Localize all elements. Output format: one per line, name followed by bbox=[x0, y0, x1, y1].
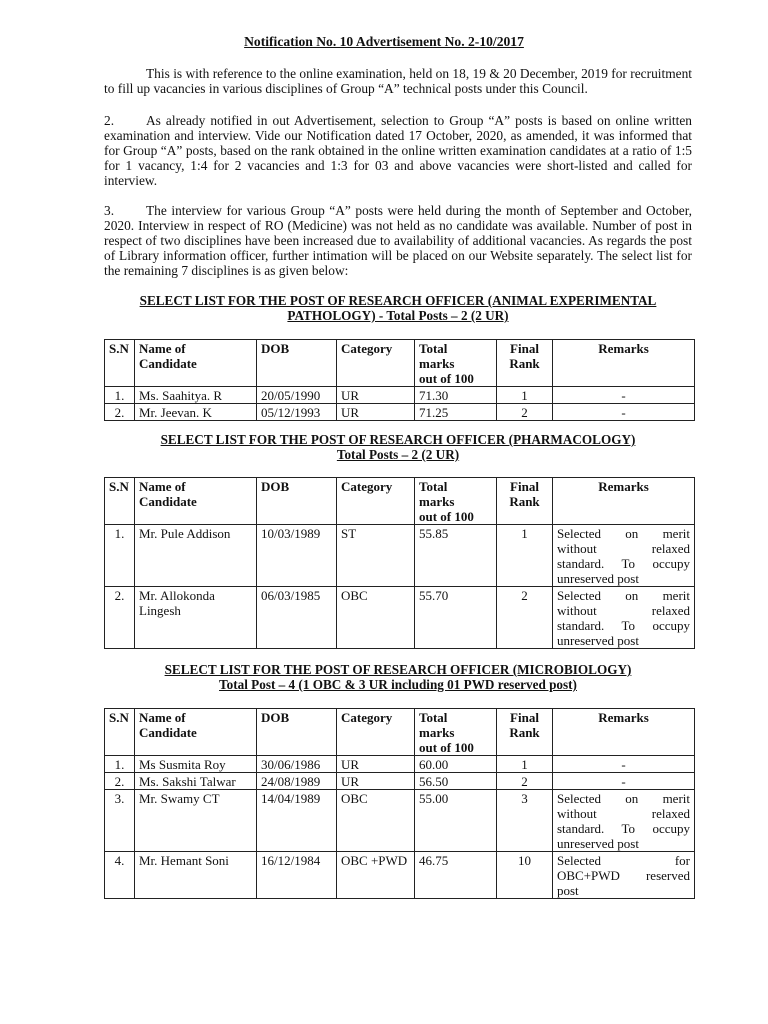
col-name-line1: Name of bbox=[139, 710, 186, 725]
cell-sn: 1. bbox=[105, 756, 135, 773]
remarks-line: standard. To occupy bbox=[557, 556, 690, 571]
col-name-line2: Candidate bbox=[139, 725, 197, 740]
col-marks bbox=[415, 709, 497, 756]
paragraph-2-number: 2. bbox=[104, 113, 115, 128]
section-heading-line1: SELECT LIST FOR THE POST OF RESEARCH OFFICER (ANIMAL EXPERIMENTAL bbox=[139, 293, 657, 308]
cell-category: UR bbox=[337, 404, 415, 421]
remarks-line: OBC+PWD reserved bbox=[557, 868, 690, 883]
cell-dob: 06/03/1985 bbox=[257, 587, 337, 649]
col-rank-line2: Rank bbox=[509, 725, 540, 740]
col-marks-line3: out of 100 bbox=[419, 371, 474, 386]
cell-marks: 55.00 bbox=[415, 790, 497, 852]
cell-dob: 16/12/1984 bbox=[257, 852, 337, 899]
cell-name: Mr. Swamy CT bbox=[135, 790, 257, 852]
section-heading-line2: Total Post – 4 (1 OBC & 3 UR including 01 PWD reserved post) bbox=[219, 677, 577, 692]
cell-dob: 10/03/1989 bbox=[257, 525, 337, 587]
table-row bbox=[105, 852, 695, 899]
remarks-line: without relaxed bbox=[557, 806, 690, 821]
paragraph-3-number: 3. bbox=[104, 203, 115, 218]
col-name bbox=[135, 709, 257, 756]
table-row bbox=[105, 404, 695, 421]
cell-remarks: - bbox=[553, 756, 695, 773]
cell-rank: 10 bbox=[497, 852, 553, 899]
cell-marks: 46.75 bbox=[415, 852, 497, 899]
col-marks-line1: Total bbox=[419, 710, 448, 725]
remarks-line: Selected on merit bbox=[557, 526, 690, 541]
cell-name-line2: Lingesh bbox=[139, 603, 181, 618]
cell-name: Mr. Hemant Soni bbox=[135, 852, 257, 899]
remarks-line: post bbox=[557, 883, 579, 898]
col-remarks: Remarks bbox=[553, 709, 695, 756]
section-heading-animal-pathology bbox=[104, 293, 692, 323]
cell-rank: 1 bbox=[497, 756, 553, 773]
table-header-row bbox=[105, 478, 695, 525]
cell-rank: 2 bbox=[497, 773, 553, 790]
col-rank bbox=[497, 709, 553, 756]
col-sn: S.N bbox=[105, 709, 135, 756]
cell-name: Ms. Sakshi Talwar bbox=[135, 773, 257, 790]
cell-category: ST bbox=[337, 525, 415, 587]
cell-marks: 56.50 bbox=[415, 773, 497, 790]
cell-name: Ms. Saahitya. R bbox=[135, 387, 257, 404]
cell-remarks bbox=[553, 790, 695, 852]
col-name-line1: Name of bbox=[139, 479, 186, 494]
col-name bbox=[135, 478, 257, 525]
paragraph-1-text: This is with reference to the online examination, held on 18, 19 & 20 December, 2019 for recruitment to fill up vacancies in various disciplines of Group “A” technical posts under this Council. bbox=[104, 66, 692, 96]
cell-category: OBC +PWD bbox=[337, 852, 415, 899]
cell-sn: 1. bbox=[105, 525, 135, 587]
cell-rank: 1 bbox=[497, 387, 553, 404]
cell-dob: 24/08/1989 bbox=[257, 773, 337, 790]
col-rank bbox=[497, 478, 553, 525]
table-row bbox=[105, 756, 695, 773]
remarks-line: unreserved post bbox=[557, 836, 639, 851]
cell-name: Ms Susmita Roy bbox=[135, 756, 257, 773]
remarks-line: Selected on merit bbox=[557, 588, 690, 603]
cell-category: OBC bbox=[337, 587, 415, 649]
remarks-line: without relaxed bbox=[557, 603, 690, 618]
remarks-line: Selected for bbox=[557, 853, 690, 868]
col-dob: DOB bbox=[257, 709, 337, 756]
col-marks bbox=[415, 340, 497, 387]
paragraph-1 bbox=[104, 66, 692, 96]
cell-marks: 71.30 bbox=[415, 387, 497, 404]
cell-sn: 2. bbox=[105, 404, 135, 421]
cell-remarks bbox=[553, 525, 695, 587]
col-sn: S.N bbox=[105, 340, 135, 387]
cell-dob: 14/04/1989 bbox=[257, 790, 337, 852]
col-category: Category bbox=[337, 709, 415, 756]
section-heading-line1: SELECT LIST FOR THE POST OF RESEARCH OFFICER (PHARMACOLOGY) bbox=[160, 432, 636, 447]
remarks-line: unreserved post bbox=[557, 633, 639, 648]
remarks-line: unreserved post bbox=[557, 571, 639, 586]
col-name-line2: Candidate bbox=[139, 494, 197, 509]
col-marks-line3: out of 100 bbox=[419, 740, 474, 755]
col-dob: DOB bbox=[257, 340, 337, 387]
cell-category: UR bbox=[337, 387, 415, 404]
col-rank-line1: Final bbox=[510, 341, 539, 356]
cell-rank: 3 bbox=[497, 790, 553, 852]
section-heading-line2: PATHOLOGY) - Total Posts – 2 (2 UR) bbox=[287, 308, 509, 323]
cell-dob: 20/05/1990 bbox=[257, 387, 337, 404]
table-row bbox=[105, 773, 695, 790]
cell-name: Mr. Jeevan. K bbox=[135, 404, 257, 421]
cell-name: Mr. Pule Addison bbox=[135, 525, 257, 587]
select-list-table-animal-pathology bbox=[104, 339, 695, 421]
col-marks-line1: Total bbox=[419, 341, 448, 356]
cell-sn: 3. bbox=[105, 790, 135, 852]
col-name-line2: Candidate bbox=[139, 356, 197, 371]
cell-remarks: - bbox=[553, 387, 695, 404]
section-heading-pharmacology bbox=[104, 432, 692, 462]
remarks-line: standard. To occupy bbox=[557, 821, 690, 836]
paragraph-3-text: The interview for various Group “A” posts were held during the month of September and October, 2020. Interview in respect of RO (Medicine) was not held as no candidate was available. Number of post in respect of two disciplines have been increased due to availability of additional vacancies. As regards the post of Library information officer, further intimation will be placed on our Website separately. The select list for the remaining 7 disciplines is as given below: bbox=[104, 203, 692, 278]
col-remarks: Remarks bbox=[553, 478, 695, 525]
cell-remarks: - bbox=[553, 773, 695, 790]
col-rank-line2: Rank bbox=[509, 356, 540, 371]
cell-sn: 1. bbox=[105, 387, 135, 404]
cell-marks: 60.00 bbox=[415, 756, 497, 773]
col-dob: DOB bbox=[257, 478, 337, 525]
col-rank-line2: Rank bbox=[509, 494, 540, 509]
cell-marks: 71.25 bbox=[415, 404, 497, 421]
cell-category: UR bbox=[337, 756, 415, 773]
col-category: Category bbox=[337, 340, 415, 387]
cell-dob: 30/06/1986 bbox=[257, 756, 337, 773]
cell-dob: 05/12/1993 bbox=[257, 404, 337, 421]
col-name bbox=[135, 340, 257, 387]
col-name-line1: Name of bbox=[139, 341, 186, 356]
table-row bbox=[105, 525, 695, 587]
cell-marks: 55.70 bbox=[415, 587, 497, 649]
cell-remarks bbox=[553, 852, 695, 899]
cell-remarks bbox=[553, 587, 695, 649]
col-marks-line2: marks bbox=[419, 356, 455, 371]
section-heading-microbiology bbox=[104, 662, 692, 692]
col-marks-line3: out of 100 bbox=[419, 509, 474, 524]
select-list-table-pharmacology bbox=[104, 477, 695, 649]
cell-rank: 2 bbox=[497, 587, 553, 649]
cell-category: UR bbox=[337, 773, 415, 790]
col-rank-line1: Final bbox=[510, 710, 539, 725]
notification-title: Notification No. 10 Advertisement No. 2-10/2017 bbox=[244, 34, 524, 49]
cell-rank: 1 bbox=[497, 525, 553, 587]
cell-name-line1: Mr. Allokonda bbox=[139, 588, 215, 603]
table-row bbox=[105, 587, 695, 649]
cell-rank: 2 bbox=[497, 404, 553, 421]
col-sn: S.N bbox=[105, 478, 135, 525]
table-row bbox=[105, 790, 695, 852]
remarks-line: Selected on merit bbox=[557, 791, 690, 806]
section-heading-line2: Total Posts – 2 (2 UR) bbox=[336, 447, 460, 462]
section-heading-line1: SELECT LIST FOR THE POST OF RESEARCH OFFICER (MICROBIOLOGY) bbox=[164, 662, 632, 677]
col-marks-line2: marks bbox=[419, 725, 455, 740]
cell-sn: 2. bbox=[105, 773, 135, 790]
table-header-row bbox=[105, 709, 695, 756]
remarks-line: standard. To occupy bbox=[557, 618, 690, 633]
col-marks bbox=[415, 478, 497, 525]
col-remarks: Remarks bbox=[553, 340, 695, 387]
cell-sn: 2. bbox=[105, 587, 135, 649]
col-category: Category bbox=[337, 478, 415, 525]
col-marks-line2: marks bbox=[419, 494, 455, 509]
select-list-table-microbiology bbox=[104, 708, 695, 899]
paragraph-2-text: As already notified in out Advertisement, selection to Group “A” posts is based on online written examination and interview. Vide our Notification dated 17 October, 2020, as amended, it was informed that for Group “A” posts, based on the rank obtained in the online written examination candidates at a ratio of 1:5 for 1 vacancy, 1:4 for 2 vacancies and 1:3 for 03 and above vacancies were short-listed and called for interview. bbox=[104, 113, 692, 188]
paragraph-3 bbox=[104, 203, 692, 278]
cell-sn: 4. bbox=[105, 852, 135, 899]
paragraph-2 bbox=[104, 113, 692, 188]
col-rank bbox=[497, 340, 553, 387]
cell-category: OBC bbox=[337, 790, 415, 852]
col-marks-line1: Total bbox=[419, 479, 448, 494]
cell-name bbox=[135, 587, 257, 649]
remarks-line: without relaxed bbox=[557, 541, 690, 556]
cell-marks: 55.85 bbox=[415, 525, 497, 587]
col-rank-line1: Final bbox=[510, 479, 539, 494]
table-header-row bbox=[105, 340, 695, 387]
cell-remarks: - bbox=[553, 404, 695, 421]
table-row bbox=[105, 387, 695, 404]
